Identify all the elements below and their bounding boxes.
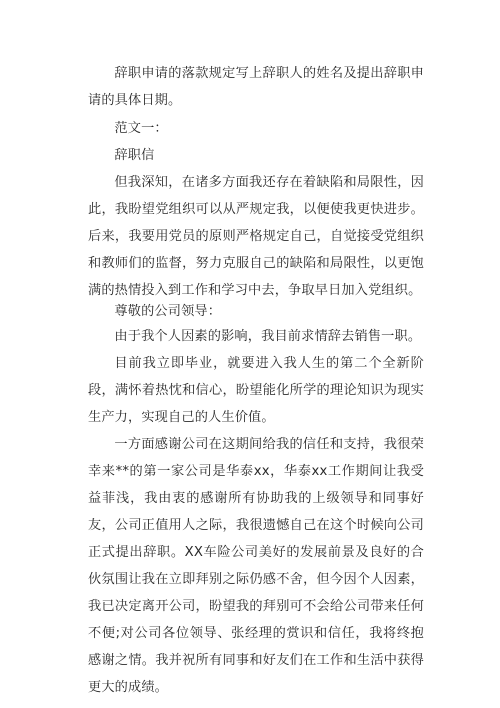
letter-title: 辞职信 — [114, 148, 155, 163]
body-paragraph-thanks: 一方面感谢公司在这期间给我的信任和支持，我很荣幸来**的第一家公司是华泰xx，华泰xx工作期间让我受益菲浅，我由衷的感谢所有协助我的上级领导和同事好友，公司正值用人之际，我很遗憾自己在这个时候向公司正式提出辞职。XX车险公司美好的发展前景及良好的合伙氛围让我在立即拜别之际仍感不舍，但今因个人因素，我已决定离开公司，盼望我的拜别可不会给公司带来任何不便;对公司各位领导、张经理的赏识和信任，我将终抱感谢之情。我并祝所有同事和好友们在工作和生活中获得更大的成绩。 — [88, 437, 424, 695]
body-paragraph-resign: 由于我个人因素的影响，我目前求情辞去销售一职。 — [114, 329, 422, 344]
body-paragraph-graduate: 目前我立即毕业，就要进入我人生的第二个全新阶段，满怀着热忱和信心，盼望能化所学的理论知识为现实生产力，实现自己的人生价值。 — [88, 356, 424, 425]
sample-heading: 范文一： — [114, 121, 168, 136]
intro-paragraph: 辞职申请的落款规定写上辞职人的姓名及提出辞职申请的具体日期。 — [88, 66, 424, 108]
body-paragraph-party: 但我深知，在诸多方面我还存在着缺陷和局限性，因此，我盼望党组织可以从严规定我，以便使我更快进步。后来，我要用党员的原则严格规定自己，自觉接受党组织和教师们的监督，努力克服自己的缺陷和局限性，以更饱满的热情投入到工作和学习中去，争取早日加入党组织。 — [88, 175, 424, 298]
salutation: 尊敬的公司领导： — [114, 304, 222, 319]
